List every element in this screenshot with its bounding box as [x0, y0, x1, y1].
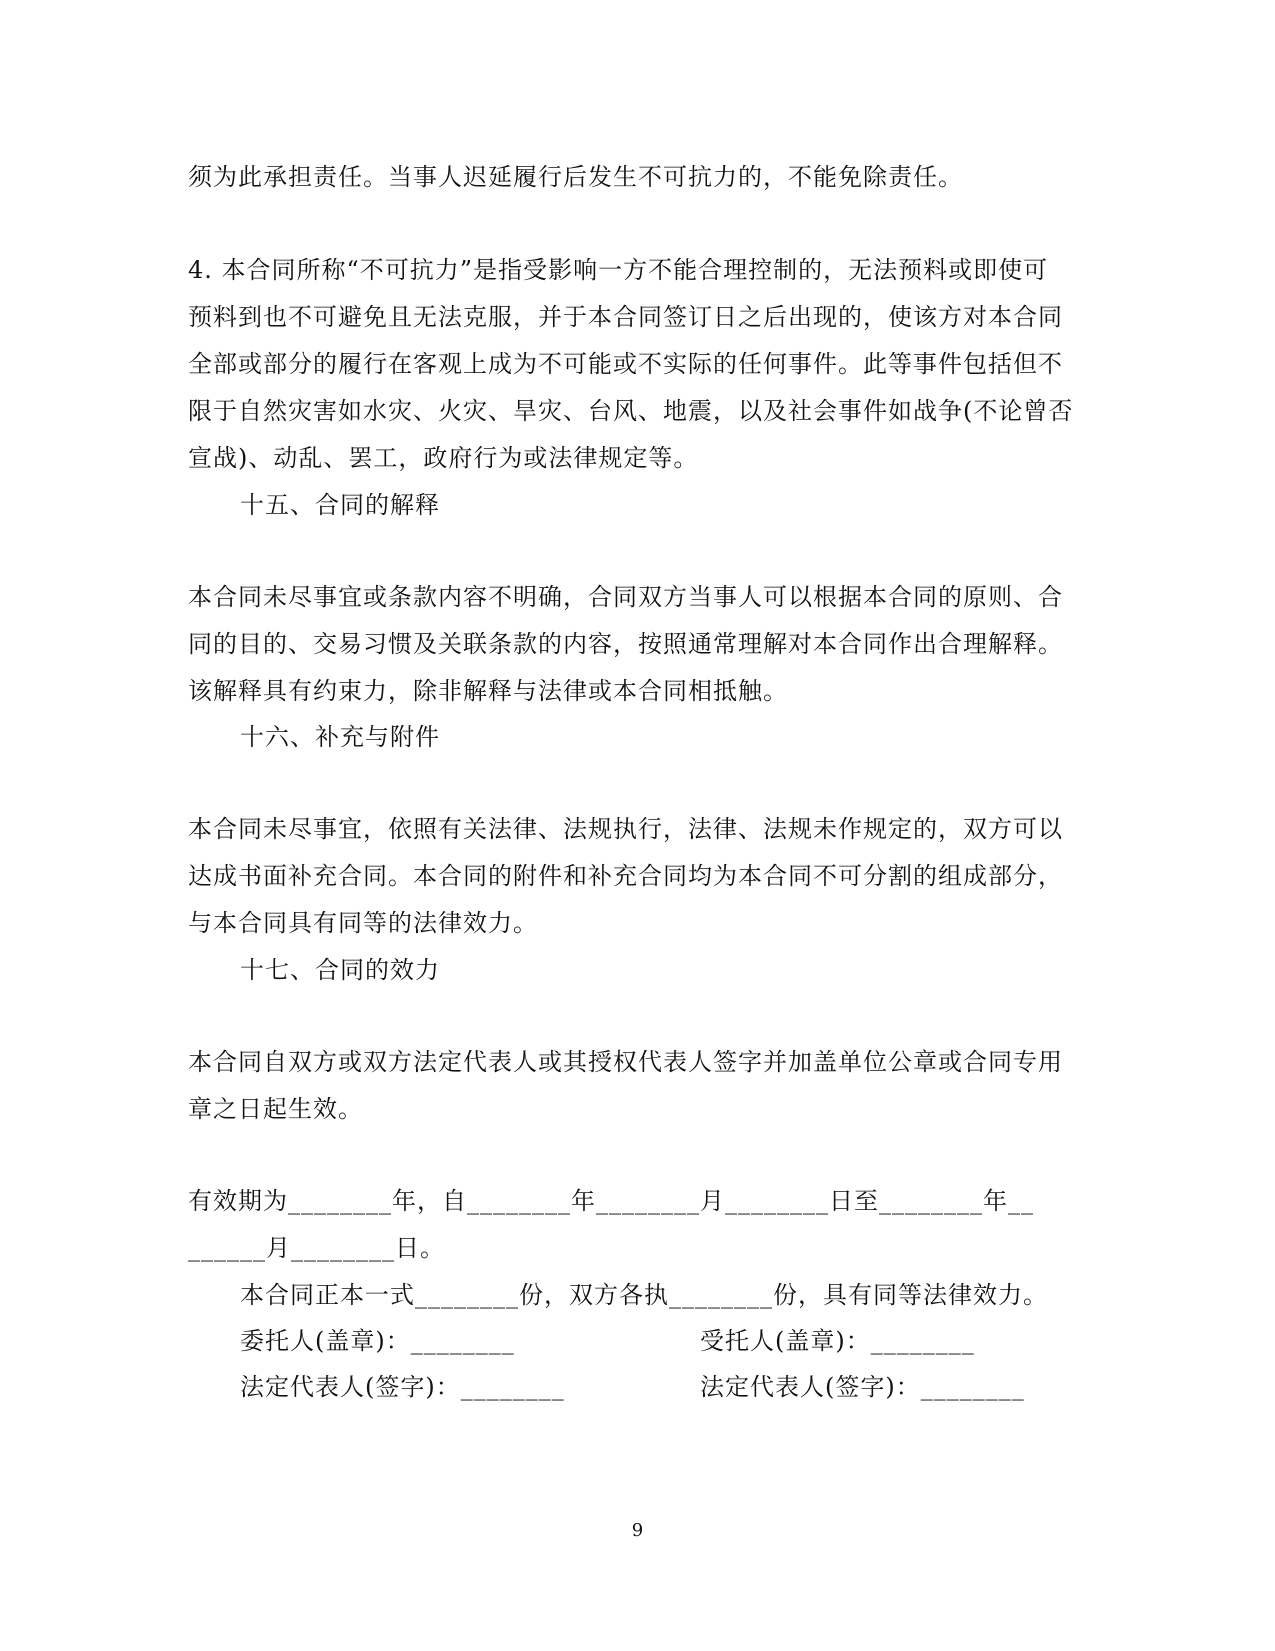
text-line: 章之日起生效。 — [188, 1095, 363, 1123]
principal-seal-field: 委托人(盖章)：________ — [240, 1327, 515, 1355]
text-line: 本合同自双方或双方法定代表人或其授权代表人签字并加盖单位公章或合同专用 — [188, 1048, 1063, 1076]
section-heading: 十五、合同的解释 — [240, 491, 440, 519]
text-line: 全部或部分的履行在客观上成为不可能或不实际的任何事件。此等事件包括但不 — [188, 350, 1063, 378]
text-line: 须为此承担责任。当事人迟延履行后发生不可抗力的，不能免除责任。 — [188, 163, 963, 191]
text-line: 本合同未尽事宜或条款内容不明确，合同双方当事人可以根据本合同的原则、合 — [188, 583, 1063, 611]
text-line: 本合同未尽事宜，依照有关法律、法规执行，法律、法规未作规定的，双方可以 — [188, 815, 1063, 843]
agent-seal-field: 受托人(盖章)：________ — [700, 1327, 975, 1355]
validity-period-line: 有效期为________年，自________年________月________日至________年__ — [188, 1187, 1034, 1215]
principal-representative-field: 法定代表人(签字)：________ — [240, 1373, 565, 1401]
text-line: 限于自然灾害如水灾、火灾、旱灾、台风、地震，以及社会事件如战争(不论曾否 — [188, 397, 1074, 425]
text-line: 达成书面补充合同。本合同的附件和补充合同均为本合同不可分割的组成部分， — [188, 862, 1063, 890]
text-line: 同的目的、交易习惯及关联条款的内容，按照通常理解对本合同作出合理解释。 — [188, 630, 1063, 658]
text-line: 4. 本合同所称“不可抗力”是指受影响一方不能合理控制的，无法预料或即使可 — [188, 256, 1049, 284]
text-line: 该解释具有约束力，除非解释与法律或本合同相抵触。 — [188, 677, 788, 705]
text-line: 与本合同具有同等的法律效力。 — [188, 909, 538, 937]
page-number: 9 — [631, 1520, 644, 1541]
section-heading: 十七、合同的效力 — [240, 956, 440, 984]
agent-representative-field: 法定代表人(签字)：________ — [700, 1373, 1025, 1401]
text-line: 预料到也不可避免且无法克服，并于本合同签订日之后出现的，使该方对本合同 — [188, 303, 1063, 331]
text-line: 宣战)、动乱、罢工，政府行为或法律规定等。 — [188, 444, 699, 472]
validity-period-line: ______月________日。 — [188, 1234, 445, 1262]
section-heading: 十六、补充与附件 — [240, 723, 440, 751]
copies-line: 本合同正本一式________份，双方各执________份，具有同等法律效力。 — [240, 1281, 1048, 1309]
